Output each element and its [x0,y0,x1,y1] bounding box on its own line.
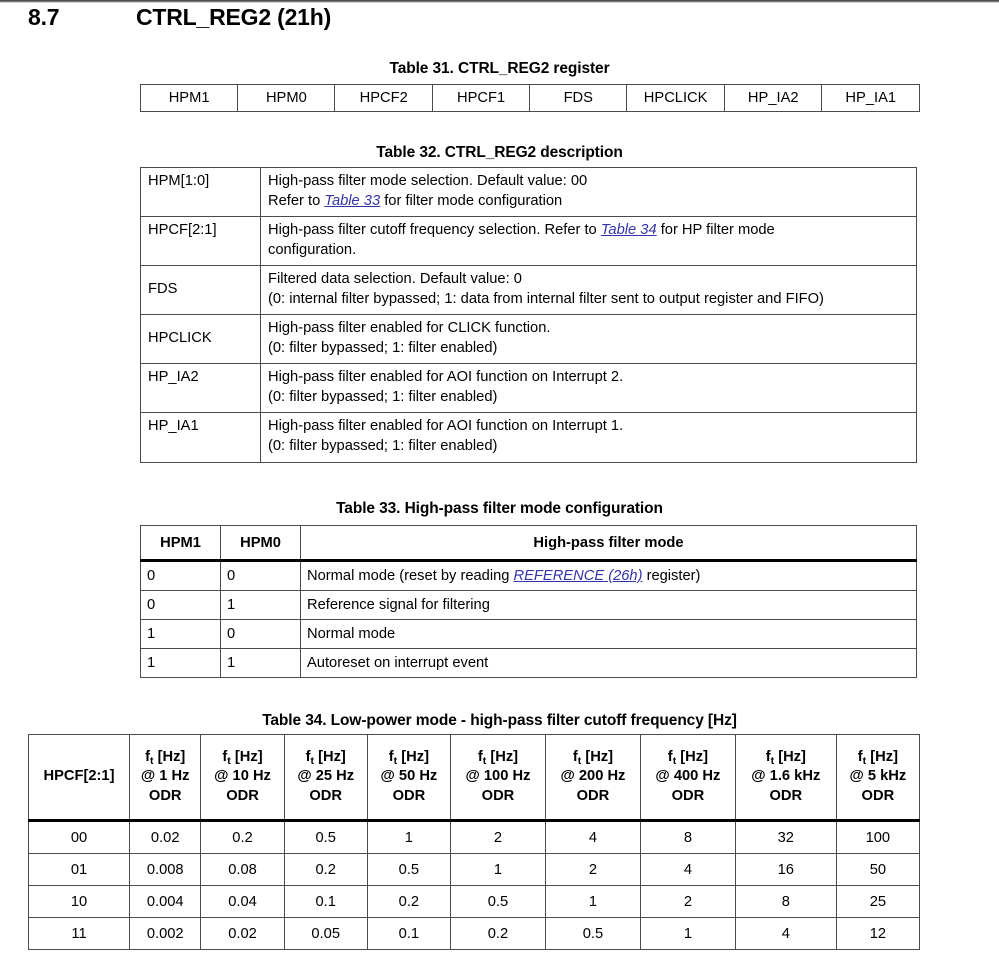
description-line-1: High-pass filter enabled for AOI function on Interrupt 2. [268,369,624,386]
odr-rate: @ 200 Hz [560,768,626,785]
cell-cutoff: 0.2 [450,918,545,950]
cell-cutoff: 0.2 [201,821,284,854]
ft-label: $f_t$ [Hz] [572,748,614,767]
register-field-name: HP_IA2 [141,364,261,413]
table-row [141,266,917,315]
cell-cutoff: 1 [545,886,640,918]
cell-cutoff: 32 [735,821,836,854]
cell-cutoff: 0.04 [201,886,284,918]
column-header-odr [640,735,735,821]
register-field-description [261,217,917,266]
column-header-odr [450,735,545,821]
register-field-name: HP_IA1 [141,413,261,462]
column-header-odr [545,735,640,821]
section-number: 8.7 [28,4,60,30]
cell-filter-mode [301,561,917,591]
column-header-odr [735,735,836,821]
table-row [141,168,917,217]
table-row [141,315,917,364]
cell-cutoff: 2 [640,886,735,918]
column-header-odr [201,735,284,821]
cell-cutoff: 1 [640,918,735,950]
cell-cutoff: 0.5 [450,886,545,918]
cell-hpcf: 10 [29,886,130,918]
cell-cutoff: 4 [640,854,735,886]
odr-word: ODR [226,787,259,804]
ft-unit: [Hz] [490,748,519,765]
link-table-34[interactable]: Table 34 [600,222,657,239]
register-bit-cell: HP_IA1 [822,85,920,112]
table-ctrl-reg2-register [140,84,920,112]
refer-text: Refer to [268,192,325,209]
column-header-hpm0: HPM0 [221,526,301,561]
ft-label: $f_t$ [Hz] [765,748,806,767]
ft-subscript: t [150,754,154,767]
register-field-description [261,266,917,315]
cell-cutoff: 0.08 [201,854,284,886]
column-header-odr [284,735,367,821]
cell-cutoff: 4 [735,918,836,950]
register-bit-cell: HPCF2 [335,85,432,112]
description-line-2: (0: internal filter bypassed; 1: data from internal filter sent to output register and FIFO) [268,290,824,307]
description-line-2: (0: filter bypassed; 1: filter enabled) [268,388,498,405]
table-header-row [29,735,920,821]
cell-cutoff: 0.008 [130,854,201,886]
cell-cutoff: 100 [836,821,919,854]
ft-unit: [Hz] [778,748,806,765]
cell-filter-mode: Autoreset on interrupt event [301,649,917,678]
description-line-1: High-pass filter mode selection. Default value: 00 [268,173,588,189]
cell-cutoff: 4 [545,821,640,854]
table-row [141,649,917,678]
mode-suffix: register) [642,568,701,584]
cell-cutoff: 0.02 [201,918,284,950]
table-row [141,364,917,413]
description-line-2 [268,192,909,212]
ft-unit: [Hz] [157,748,186,765]
cell-cutoff: 2 [450,821,545,854]
odr-rate: @ 50 Hz [380,768,438,785]
cell-cutoff: 2 [545,854,640,886]
cell-hpcf: 00 [29,821,130,854]
odr-word: ODR [861,787,895,804]
ft-unit: [Hz] [680,748,709,765]
ft-subscript: t [672,754,677,767]
table-row [141,413,917,462]
ft-unit: [Hz] [318,748,346,765]
table-row [29,886,920,918]
cell-cutoff: 0.2 [367,886,450,918]
odr-rate: @ 10 Hz [214,768,271,785]
ft-unit: [Hz] [870,748,898,765]
column-header-odr [130,735,201,821]
column-header-hpm1: HPM1 [141,526,221,561]
ft-label: $f_t$ [Hz] [857,748,898,767]
column-header-hpcf: HPCF[2:1] [29,735,130,821]
cell-hpm0: 0 [221,561,301,591]
cell-cutoff: 0.05 [284,918,367,950]
ft-label: $f_t$ [Hz] [305,748,346,767]
register-bit-cell: HPCF1 [432,85,529,112]
cell-hpcf: 11 [29,918,130,950]
odr-rate: @ 100 Hz [465,768,531,785]
table-row [141,561,917,591]
ft-subscript: t [310,754,314,767]
register-bit-cell: HP_IA2 [725,85,822,112]
ft-label: $f_t$ [Hz] [477,748,519,767]
register-field-description [261,168,917,217]
cell-cutoff: 0.2 [284,854,367,886]
register-bit-cell: FDS [530,85,627,112]
odr-word: ODR [671,787,705,804]
ft-subscript: t [482,754,487,767]
cell-cutoff: 0.5 [367,854,450,886]
cell-hpcf: 01 [29,854,130,886]
cell-cutoff: 0.002 [130,918,201,950]
table-row [29,854,920,886]
odr-rate: @ 5 kHz [849,768,907,785]
table32-caption: Table 32. CTRL_REG2 description [376,144,623,161]
cell-cutoff: 0.1 [284,886,367,918]
odr-rate: @ 25 Hz [297,768,355,785]
cell-cutoff: 50 [836,854,919,886]
ft-unit: [Hz] [234,748,263,765]
ft-subscript: t [862,754,867,767]
section-heading [0,4,999,34]
description-line-1: High-pass filter enabled for CLICK function. [268,320,551,337]
cell-cutoff: 1 [367,821,450,854]
description-line-1: High-pass filter enabled for AOI function on Interrupt 1. [268,418,624,435]
cell-filter-mode: Reference signal for filtering [301,591,917,620]
table-row [29,918,920,950]
odr-word: ODR [148,787,182,804]
cell-hpm1: 0 [141,561,221,591]
column-header-odr [367,735,450,821]
ft-unit: [Hz] [585,748,614,765]
odr-rate: @ 400 Hz [655,768,721,785]
register-field-name: FDS [141,266,261,315]
odr-rate: @ 1 Hz [140,768,190,785]
cell-cutoff: 0.5 [284,821,367,854]
cell-filter-mode: Normal mode [301,620,917,649]
ft-subscript: t [770,754,775,767]
odr-word: ODR [576,787,610,804]
cell-hpm1: 0 [141,591,221,620]
odr-word: ODR [392,787,426,804]
cell-cutoff: 8 [735,886,836,918]
odr-word: ODR [309,787,343,804]
table-row [141,217,917,266]
table31-caption: Table 31. CTRL_REG2 register [389,60,610,77]
cell-hpm1: 1 [141,620,221,649]
refer-text: High-pass filter cutoff frequency selection. Refer to [268,222,601,239]
description-line-1: Filtered data selection. Default value: 0 [268,271,522,288]
cell-hpm0: 1 [221,591,301,620]
register-bit-cell: HPCLICK [627,85,725,112]
cell-cutoff: 8 [640,821,735,854]
cell-hpm1: 1 [141,649,221,678]
ft-subscript: t [227,754,231,767]
table-header-row [141,526,917,561]
table33-caption: Table 33. High-pass filter mode configuration [336,500,663,517]
cell-cutoff: 12 [836,918,919,950]
ft-label: $f_t$ [Hz] [667,748,709,767]
register-field-name: HPCF[2:1] [141,217,261,266]
ft-label: $f_t$ [Hz] [222,748,263,767]
column-header-odr [836,735,919,821]
mode-text: Normal mode (reset by reading [307,568,514,584]
refer-suffix: for HP filter mode [656,222,775,239]
cell-cutoff: 0.02 [130,821,201,854]
cell-cutoff: 1 [450,854,545,886]
page-top-edge [0,0,999,3]
register-field-description [261,413,917,462]
ft-subscript: t [577,754,582,767]
cell-hpm0: 1 [221,649,301,678]
column-header-filter-mode: High-pass filter mode [301,526,917,561]
table-lowpower-cutoff-frequency [28,734,920,950]
register-field-description [261,315,917,364]
register-bit-cell: HPM0 [238,85,335,112]
cell-hpm0: 0 [221,620,301,649]
cell-cutoff: 0.1 [367,918,450,950]
register-field-description [261,364,917,413]
table-row [141,620,917,649]
register-bit-cell: HPM1 [141,85,238,112]
description-line-1 [268,222,775,238]
odr-rate: @ 1.6 kHz [751,768,821,785]
ft-unit: [Hz] [401,748,429,765]
description-line-2: (0: filter bypassed; 1: filter enabled) [268,438,498,455]
refer-suffix: for filter mode configuration [380,192,563,209]
link-reference-26h[interactable]: REFERENCE (26h) [513,568,643,584]
cell-cutoff: 25 [836,886,919,918]
section-title: CTRL_REG2 (21h) [136,4,332,30]
register-field-name: HPCLICK [141,315,261,364]
table-row [29,821,920,854]
table-ctrl-reg2-description [140,167,917,463]
cell-cutoff: 16 [735,854,836,886]
link-table-33[interactable]: Table 33 [324,192,381,209]
cell-cutoff: 0.004 [130,886,201,918]
odr-word: ODR [481,787,515,804]
table-highpass-filter-mode-configuration [140,525,917,678]
table-row [141,85,920,112]
ft-label: $f_t$ [Hz] [388,748,429,767]
table34-caption: Table 34. Low-power mode - high-pass filter cutoff frequency [Hz] [262,712,737,729]
ft-label: $f_t$ [Hz] [145,748,186,767]
table-row [141,591,917,620]
ft-subscript: t [393,754,398,767]
cell-cutoff: 0.5 [545,918,640,950]
description-line-2: configuration. [268,241,357,258]
odr-word: ODR [769,787,803,804]
register-field-name: HPM[1:0] [141,168,261,217]
description-line-2: (0: filter bypassed; 1: filter enabled) [268,339,498,356]
